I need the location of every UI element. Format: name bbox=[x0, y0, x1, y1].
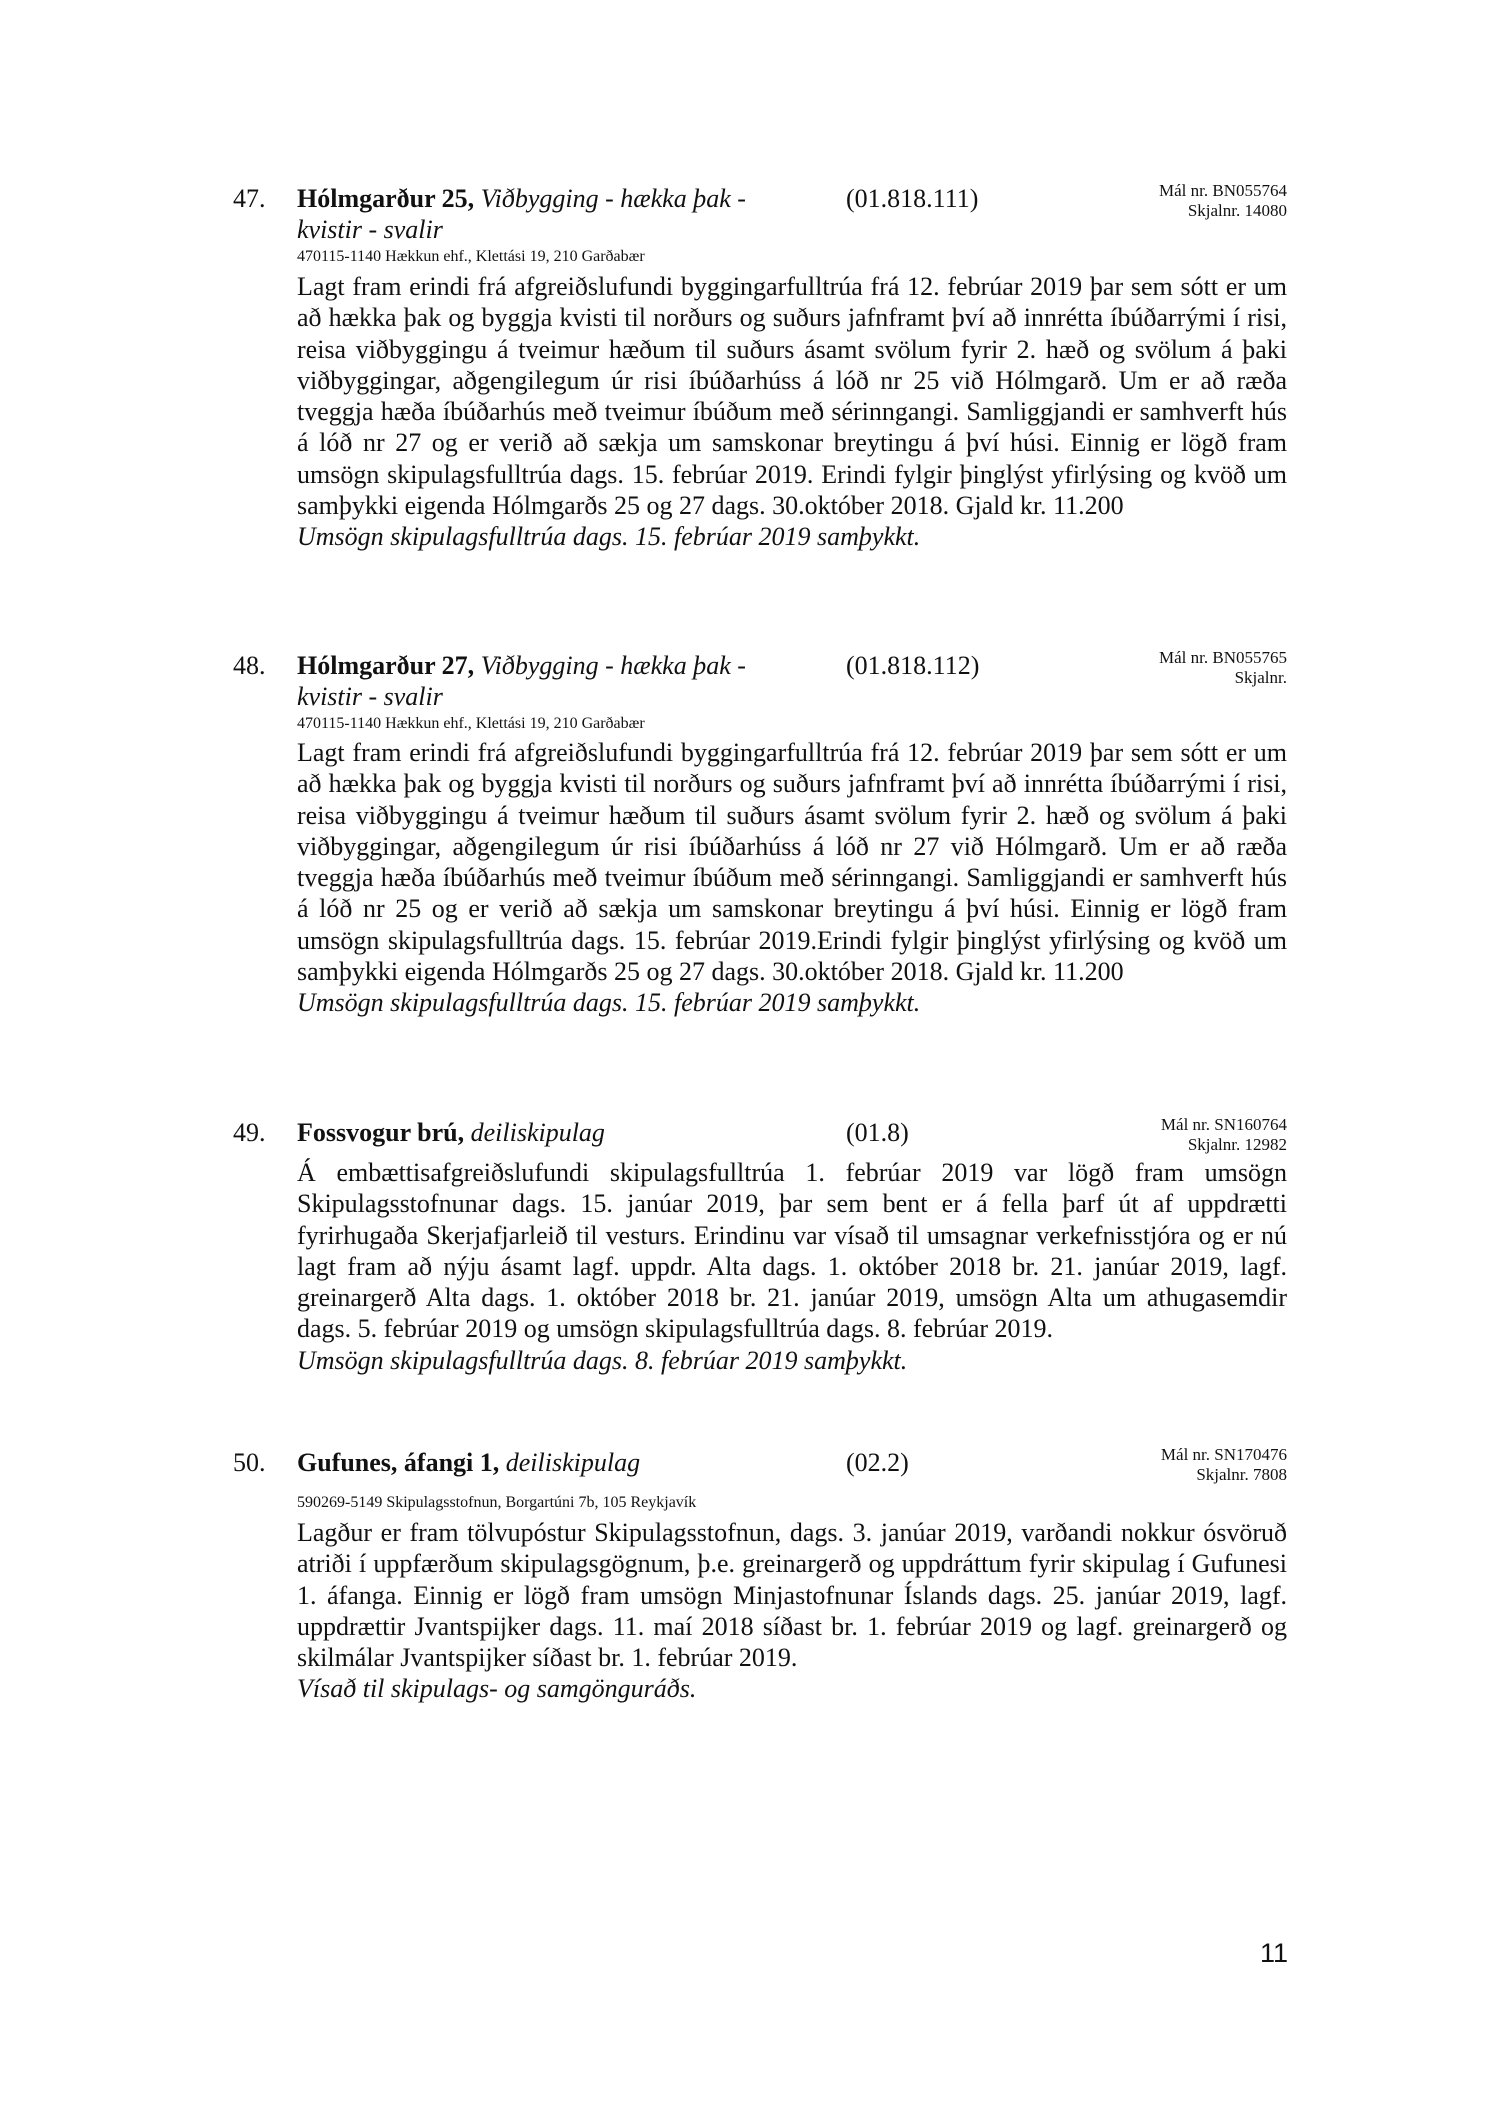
case-number: Mál nr. SN170476 bbox=[1160, 1445, 1287, 1464]
case-number: Mál nr. BN055765 bbox=[1159, 648, 1287, 667]
document-number: Skjalnr. bbox=[1234, 668, 1287, 687]
applicant: 590269-5149 Skipulagsstofnun, Borgartúni 7b, 105 Reykjavík bbox=[297, 1494, 697, 1511]
item-code: (02.2) bbox=[846, 1448, 909, 1477]
item-body bbox=[297, 1517, 1287, 1705]
item-description: Viðbygging - hækka þak - kvistir - svalir bbox=[297, 651, 746, 711]
item-body bbox=[297, 737, 1287, 1019]
document-number: Skjalnr. 12982 bbox=[1187, 1135, 1287, 1154]
item-body bbox=[297, 271, 1287, 553]
case-number: Mál nr. BN055764 bbox=[1159, 181, 1287, 200]
case-reference bbox=[1159, 181, 1287, 221]
item-body bbox=[297, 1157, 1287, 1376]
item-decision: Umsögn skipulagsfulltrúa dags. 15. febrúar 2019 samþykkt. bbox=[297, 522, 921, 552]
item-description: deiliskipulag bbox=[470, 1118, 605, 1147]
item-heading bbox=[297, 650, 817, 712]
case-reference bbox=[1161, 1115, 1287, 1155]
case-reference bbox=[1159, 648, 1287, 688]
item-number: 47. bbox=[233, 184, 266, 213]
item-title: Hólmgarður 25, bbox=[297, 184, 475, 213]
item-code: (01.818.112) bbox=[846, 651, 980, 680]
item-number: 49. bbox=[233, 1118, 266, 1147]
item-code: (01.818.111) bbox=[846, 184, 979, 213]
item-heading bbox=[297, 183, 817, 245]
item-description: Viðbygging - hækka þak - kvistir - svalir bbox=[297, 184, 746, 244]
item-heading bbox=[297, 1447, 817, 1478]
item-decision: Vísað til skipulags- og samgönguráðs. bbox=[297, 1674, 697, 1704]
item-heading bbox=[297, 1117, 817, 1148]
case-number: Mál nr. SN160764 bbox=[1160, 1115, 1287, 1134]
item-decision: Umsögn skipulagsfulltrúa dags. 15. febrúar 2019 samþykkt. bbox=[297, 988, 921, 1018]
item-title: Fossvogur brú, bbox=[297, 1118, 465, 1147]
item-number: 50. bbox=[233, 1448, 266, 1477]
item-title: Hólmgarður 27, bbox=[297, 651, 475, 680]
item-code: (01.8) bbox=[846, 1118, 909, 1147]
item-description: deiliskipulag bbox=[505, 1448, 641, 1477]
item-text: Lagður er fram tölvupóstur Skipulagsstofnun, dags. 3. janúar 2019, varðandi nokkur ósvöruð atriði í uppfærðum skipulagsgögnum, þ.e. greinargerð og uppdráttum fyrir skipulag í Gufunesi 1. áfanga. Einnig er lögð fram umsögn Minjastofnunar Íslands dags. 25. janúar 2019, lagf. uppdrættir Jvantspijker dags. 11. maí 2018 síðast br. 1. febrúar 2019 og lagf. greinargerð og skilmálar Jvantspijker síðast br. 1. febrúar 2019. bbox=[297, 1518, 1287, 1673]
page-number: 11 bbox=[1259, 1938, 1288, 1968]
document-number: Skjalnr. 7808 bbox=[1196, 1465, 1287, 1484]
applicant: 470115-1140 Hækkun ehf., Klettási 19, 210 Garðabær bbox=[297, 715, 645, 732]
item-text: Lagt fram erindi frá afgreiðslufundi byggingarfulltrúa frá 12. febrúar 2019 þar sem sótt er um að hækka þak og byggja kvisti til norðurs og suðurs jafnframt því að innrétta íbúðarrými í risi, reisa viðbyggingu á tveimur hæðum til suðurs ásamt svölum fyrir 2. hæð og svölum á þaki viðbyggingar, aðgengilegum úr risi íbúðarhúss á lóð nr 27 við Hólmgarð. Um er að ræða tveggja hæða íbúðarhús með tveimur íbúðum með sérinngangi. Samliggjandi er samhverft hús á lóð nr 25 og er verið að sækja um samskonar breytingu á því húsi. Einnig er lögð fram umsögn skipulagsfulltrúa dags. 15. febrúar 2019.Erindi fylgir þinglýst yfirlýsing og kvöð um samþykki eigenda Hólmgarðs 25 og 27 dags. 30.október 2018. Gjald kr. 11.200 bbox=[297, 738, 1287, 987]
document-number: Skjalnr. 14080 bbox=[1187, 201, 1287, 220]
item-text: Lagt fram erindi frá afgreiðslufundi byggingarfulltrúa frá 12. febrúar 2019 þar sem sótt er um að hækka þak og byggja kvisti til norðurs og suðurs jafnframt því að innrétta íbúðarrými í risi, reisa viðbyggingu á tveimur hæðum til suðurs ásamt svölum fyrir 2. hæð og svölum á þaki viðbyggingar, aðgengilegum úr risi íbúðarhúss á lóð nr 25 við Hólmgarð. Um er að ræða tveggja hæða íbúðarhús með tveimur íbúðum með sérinngangi. Samliggjandi er samhverft hús á lóð nr 27 og er verið að sækja um samskonar breytingu á því húsi. Einnig er lögð fram umsögn skipulagsfulltrúa dags. 15. febrúar 2019. Erindi fylgir þinglýst yfirlýsing og kvöð um samþykki eigenda Hólmgarðs 25 og 27 dags. 30.október 2018. Gjald kr. 11.200 bbox=[297, 272, 1287, 521]
item-number: 48. bbox=[233, 651, 266, 680]
item-title: Gufunes, áfangi 1, bbox=[297, 1448, 500, 1477]
item-text: Á embættisafgreiðslufundi skipulagsfulltrúa 1. febrúar 2019 var lögð fram umsögn Skipulagsstofnunar dags. 15. janúar 2019, þar sem bent er á fella þarf út af uppdrætti fyrirhugaða Skerjafjarleið til vesturs. Erindinu var vísað til umsagnar verkefnisstjóra og er nú lagt fram að nýju ásamt lagf. uppdr. Alta dags. 1. október 2018 br. 21. janúar 2019, lagf. greinargerð Alta dags. 1. október 2018 br. 21. janúar 2019, umsögn Alta um athugasemdir dags. 5. febrúar 2019 og umsögn skipulagsfulltrúa dags. 8. febrúar 2019. bbox=[297, 1158, 1287, 1344]
applicant: 470115-1140 Hækkun ehf., Klettási 19, 210 Garðabær bbox=[297, 248, 645, 265]
case-reference bbox=[1161, 1445, 1287, 1485]
item-decision: Umsögn skipulagsfulltrúa dags. 8. febrúar 2019 samþykkt. bbox=[297, 1345, 908, 1375]
